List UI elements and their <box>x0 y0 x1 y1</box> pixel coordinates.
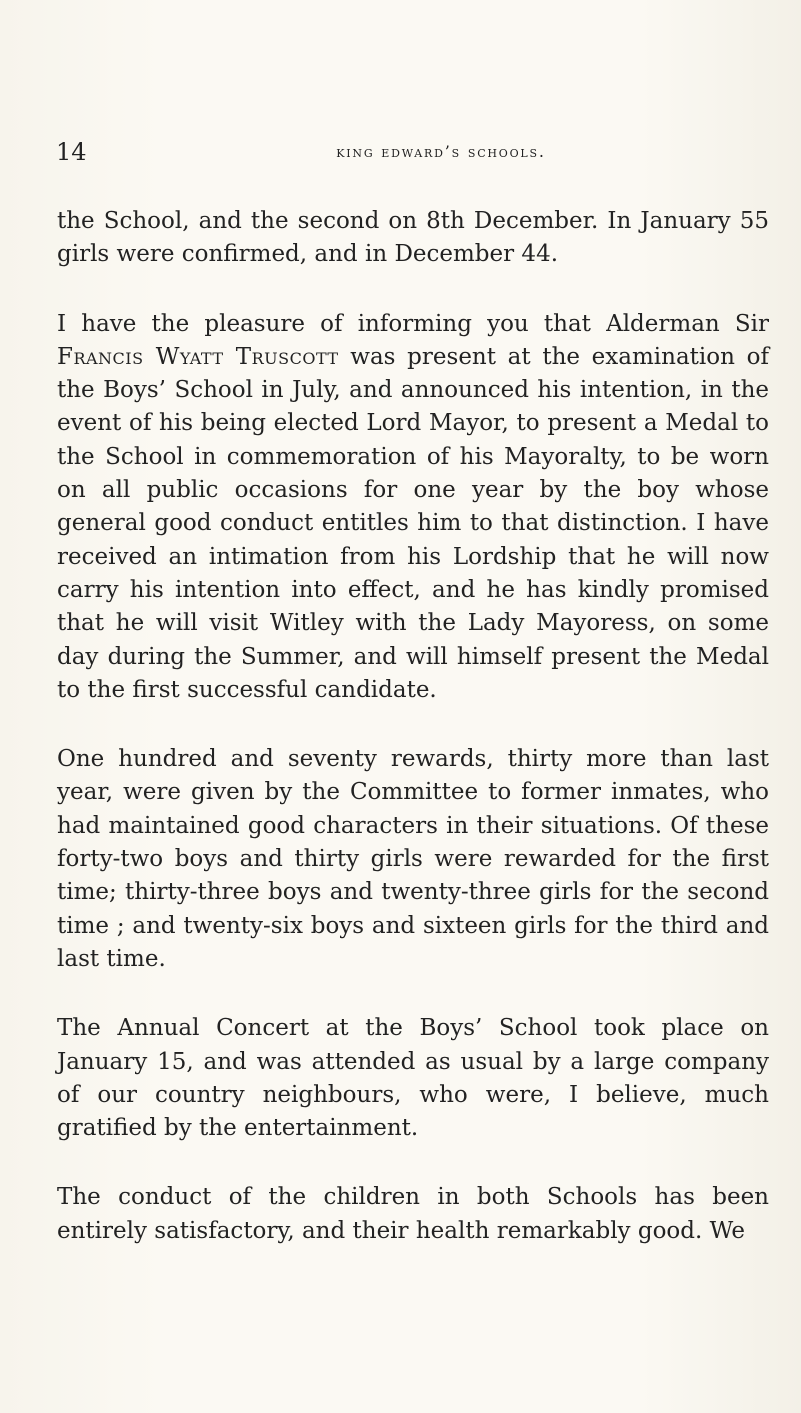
paragraph-gap <box>57 1145 769 1181</box>
paragraph-1: the School, and the second on 8th December. In January 55 girls were confirmed, and in December 44. <box>57 208 769 268</box>
paragraph-2 <box>57 308 769 708</box>
running-title: king edward’s schools. <box>336 142 546 161</box>
running-head <box>56 138 776 166</box>
paragraph-gap <box>57 707 769 743</box>
paragraph-2-text-after: was present at the examination of the Boys’ School in July, and announced his intention, in the event of his being elected Lord Mayor, to present a Medal to the School in commemoration of his Mayoralty, to be worn on all public occasions for one year by the boy whose general good conduct entitles him to that distinction. I have received an intimation from his Lordship that he will now carry his intention into effect, and he has kindly promised that he will visit Witley with the Lady Mayoress, on some day during the Summer, and will himself present the Medal to the first successful candidate. <box>57 343 769 703</box>
paragraph-gap <box>57 976 769 1012</box>
paragraph-5: The conduct of the children in both Schools has been entirely satisfactory, and their health remarkably good. We <box>57 1184 769 1244</box>
page-number: 14 <box>56 138 87 166</box>
body-text <box>57 205 769 1248</box>
paragraph-2-name-smallcaps: Francis Wyatt Truscott <box>57 343 339 370</box>
paragraph-4: The Annual Concert at the Boys’ School took place on January 15, and was attended as usual by a large company of our country neighbours, who were, I believe, much gratified by the entertainment. <box>57 1015 769 1142</box>
paragraph-3: One hundred and seventy rewards, thirty more than last year, were given by the Committee to former inmates, who had maintained good characters in their situations. Of these forty-two boys and thirty girls were rewarded for the first time; thirty-three boys and twenty-three girls for the second time ; and twenty-six boys and sixteen girls for the third and last time. <box>57 746 769 972</box>
paragraph-gap <box>57 272 769 308</box>
paragraph-2-text-before: I have the pleasure of informing you that Alderman Sir <box>57 310 769 337</box>
